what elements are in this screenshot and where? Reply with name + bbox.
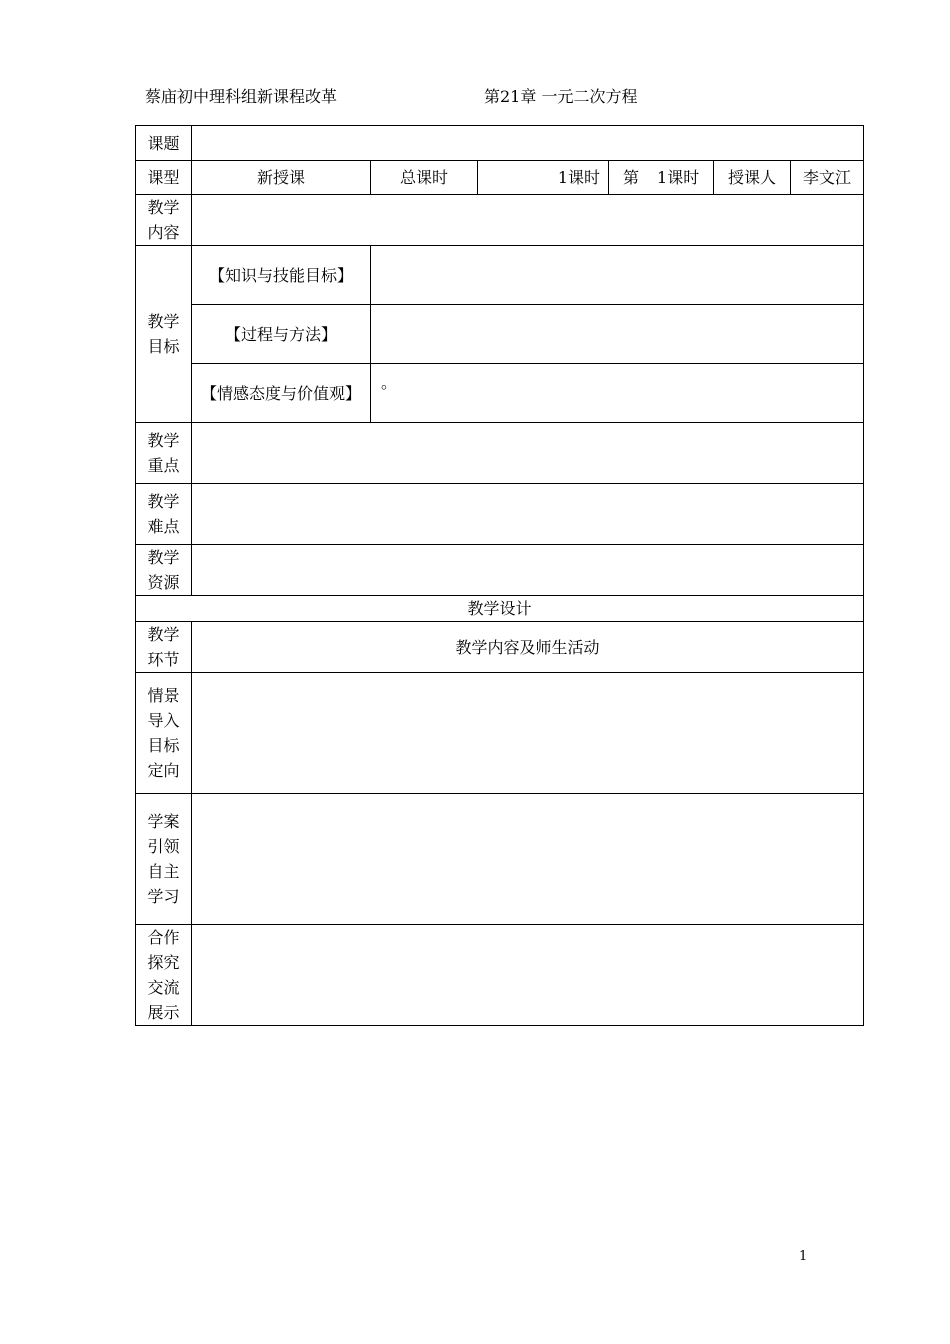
key-points-value[interactable] (192, 423, 864, 484)
content-label: 教学 内容 (136, 195, 192, 246)
school-header: 蔡庙初中理科组新课程改革 (145, 87, 338, 106)
goal-knowledge-value[interactable] (371, 246, 864, 305)
activities-heading: 教学内容及师生活动 (192, 622, 864, 673)
nth-label: 第 (623, 168, 640, 187)
difficulties-label: 教学 难点 (136, 484, 192, 545)
lesson-plan-table (135, 125, 864, 1026)
key-points-label: 教学 重点 (136, 423, 192, 484)
type-value: 新授课 (192, 161, 371, 195)
resources-label: 教学 资源 (136, 545, 192, 596)
goal-emotion-label: 【情感态度与价值观】 (192, 364, 371, 423)
chapter-header: 第21章 一元二次方程 (484, 87, 638, 106)
stage-self-study-value[interactable] (192, 794, 864, 925)
nth-lesson-cell (609, 161, 714, 195)
goal-knowledge-label: 【知识与技能目标】 (192, 246, 371, 305)
topic-value[interactable] (192, 126, 864, 161)
teacher-name: 李文江 (791, 161, 864, 195)
teacher-label: 授课人 (714, 161, 791, 195)
total-hours-value: 1课时 (478, 161, 609, 195)
nth-value: 1课时 (657, 168, 700, 187)
goal-process-label: 【过程与方法】 (192, 305, 371, 364)
goal-emotion-value[interactable]: 。 (371, 364, 864, 423)
resources-value[interactable] (192, 545, 864, 596)
topic-label: 课题 (136, 126, 192, 161)
stage-cooperation-value[interactable] (192, 925, 864, 1026)
difficulties-value[interactable] (192, 484, 864, 545)
goal-process-value[interactable] (371, 305, 864, 364)
page-number: 1 (799, 1249, 808, 1264)
goals-label: 教学 目标 (136, 246, 192, 423)
type-label: 课型 (136, 161, 192, 195)
total-hours-label: 总课时 (371, 161, 478, 195)
content-value[interactable] (192, 195, 864, 246)
stage-intro-value[interactable] (192, 673, 864, 794)
stage-cooperation-label: 合作 探究 交流 展示 (136, 925, 192, 1026)
stage-intro-label: 情景 导入 目标 定向 (136, 673, 192, 794)
stage-self-study-label: 学案 引领 自主 学习 (136, 794, 192, 925)
design-heading: 教学设计 (136, 596, 864, 622)
stage-label: 教学 环节 (136, 622, 192, 673)
